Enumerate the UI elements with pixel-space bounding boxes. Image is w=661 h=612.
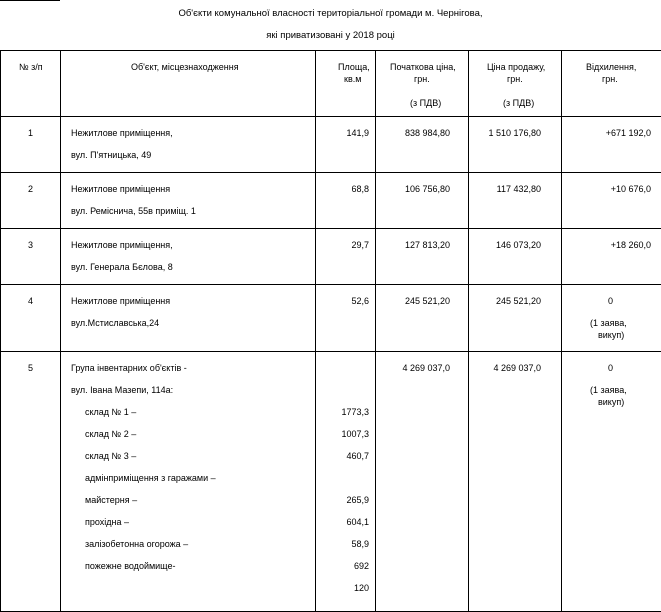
header-sale-price-vat: (з ПДВ) — [503, 97, 534, 109]
table-row — [1, 352, 661, 612]
header-deviation — [562, 51, 661, 117]
area-value: 68,8 — [351, 183, 369, 195]
sub-item-label: пожежне водоймище- — [85, 560, 176, 572]
document-subtitle: які приватизовані у 2018 році — [0, 30, 661, 41]
header-object — [61, 51, 316, 117]
sub-item-area: 1773,3 — [341, 406, 369, 418]
table-header-row — [1, 51, 661, 117]
deviation-value: +10 676,0 — [611, 183, 651, 195]
deviation-value: 0 — [608, 295, 613, 307]
sale-price-value: 4 269 037,0 — [493, 362, 541, 374]
table-row — [1, 117, 661, 173]
header-start-price-label: Початкова ціна, — [390, 61, 456, 73]
sub-item-area: 120 — [354, 582, 369, 594]
header-object-label: Об'єкт, місцезнаходження — [131, 61, 239, 73]
sub-item-area: 460,7 — [346, 450, 369, 462]
object-name: Нежитлове приміщення, — [71, 239, 173, 251]
sub-item-label: склад № 3 – — [85, 450, 136, 462]
sub-item-label: адмінприміщення з гаражами – — [85, 472, 216, 484]
sale-price-value: 245 521,20 — [496, 295, 541, 307]
row-num: 3 — [28, 239, 33, 251]
table-row — [1, 229, 661, 285]
sale-price-value: 117 432,80 — [497, 183, 541, 195]
table-row — [1, 173, 661, 229]
document-title: Об'єкти комунальної власності територіальної громади м. Чернігова, — [0, 8, 661, 19]
sub-item-label: склад № 1 – — [85, 406, 136, 418]
start-price-value: 106 756,80 — [405, 183, 450, 195]
object-name: Нежитлове приміщення, — [71, 127, 173, 139]
area-value: 29,7 — [351, 239, 369, 251]
sub-item-label: склад № 2 – — [85, 428, 136, 440]
header-start-price-unit: грн. — [414, 73, 430, 85]
header-num — [1, 51, 61, 117]
header-area-unit: кв.м — [344, 73, 361, 85]
start-price-value: 127 813,20 — [405, 239, 450, 251]
sub-item-label: прохідна – — [85, 516, 129, 528]
deviation-value: +18 260,0 — [611, 239, 651, 251]
object-address: вул. Генерала Бєлова, 8 — [71, 261, 173, 273]
object-address: вул. Івана Мазепи, 114а: — [71, 384, 173, 396]
area-value: 52,6 — [351, 295, 369, 307]
sale-price-value: 146 073,20 — [496, 239, 541, 251]
sub-item-area: 1007,3 — [341, 428, 369, 440]
deviation-note: (1 заява, — [590, 317, 627, 329]
row-num: 5 — [28, 362, 33, 374]
deviation-value: +671 192,0 — [606, 127, 651, 139]
header-start-price — [376, 51, 469, 117]
object-name: Нежитлове приміщення — [71, 183, 170, 195]
sub-item-area: 265,9 — [346, 494, 369, 506]
area-value: 141,9 — [346, 127, 369, 139]
sale-price-value: 1 510 176,80 — [488, 127, 541, 139]
header-area — [316, 51, 376, 117]
start-price-value: 245 521,20 — [405, 295, 450, 307]
object-address: вул. Ремісничa, 55в приміщ. 1 — [71, 205, 196, 217]
sub-item-label: майстерня – — [85, 494, 137, 506]
header-sale-price-unit: грн. — [507, 73, 523, 85]
row-num: 2 — [28, 183, 33, 195]
deviation-value: 0 — [608, 362, 613, 374]
sub-item-label: залізобетонна огорожа – — [85, 538, 188, 550]
object-name: Нежитлове приміщення — [71, 295, 170, 307]
header-num-label: № з/п — [19, 61, 43, 73]
row-num: 1 — [28, 127, 33, 139]
object-name: Група інвентарних об'єктів - — [71, 362, 187, 374]
header-sale-price — [469, 51, 562, 117]
deviation-note-2: викуп) — [598, 396, 624, 408]
header-area-label: Площа, — [338, 61, 370, 73]
header-deviation-label: Відхилення, — [586, 61, 636, 73]
top-rule — [0, 0, 60, 1]
privatization-table — [0, 50, 661, 612]
row-num: 4 — [28, 295, 33, 307]
deviation-note: (1 заява, — [590, 384, 627, 396]
start-price-value: 4 269 037,0 — [402, 362, 450, 374]
sub-item-area: 58,9 — [351, 538, 369, 550]
start-price-value: 838 984,80 — [405, 127, 450, 139]
header-deviation-unit: грн. — [602, 73, 618, 85]
object-address: вул.Мстиславська,24 — [71, 317, 159, 329]
table-row — [1, 285, 661, 352]
deviation-note-2: викуп) — [598, 329, 624, 341]
header-start-price-vat: (з ПДВ) — [410, 97, 441, 109]
sub-item-area: 604,1 — [346, 516, 369, 528]
object-address: вул. П'ятницька, 49 — [71, 149, 151, 161]
sub-item-area: 692 — [354, 560, 369, 572]
header-sale-price-label: Ціна продажу, — [487, 61, 545, 73]
